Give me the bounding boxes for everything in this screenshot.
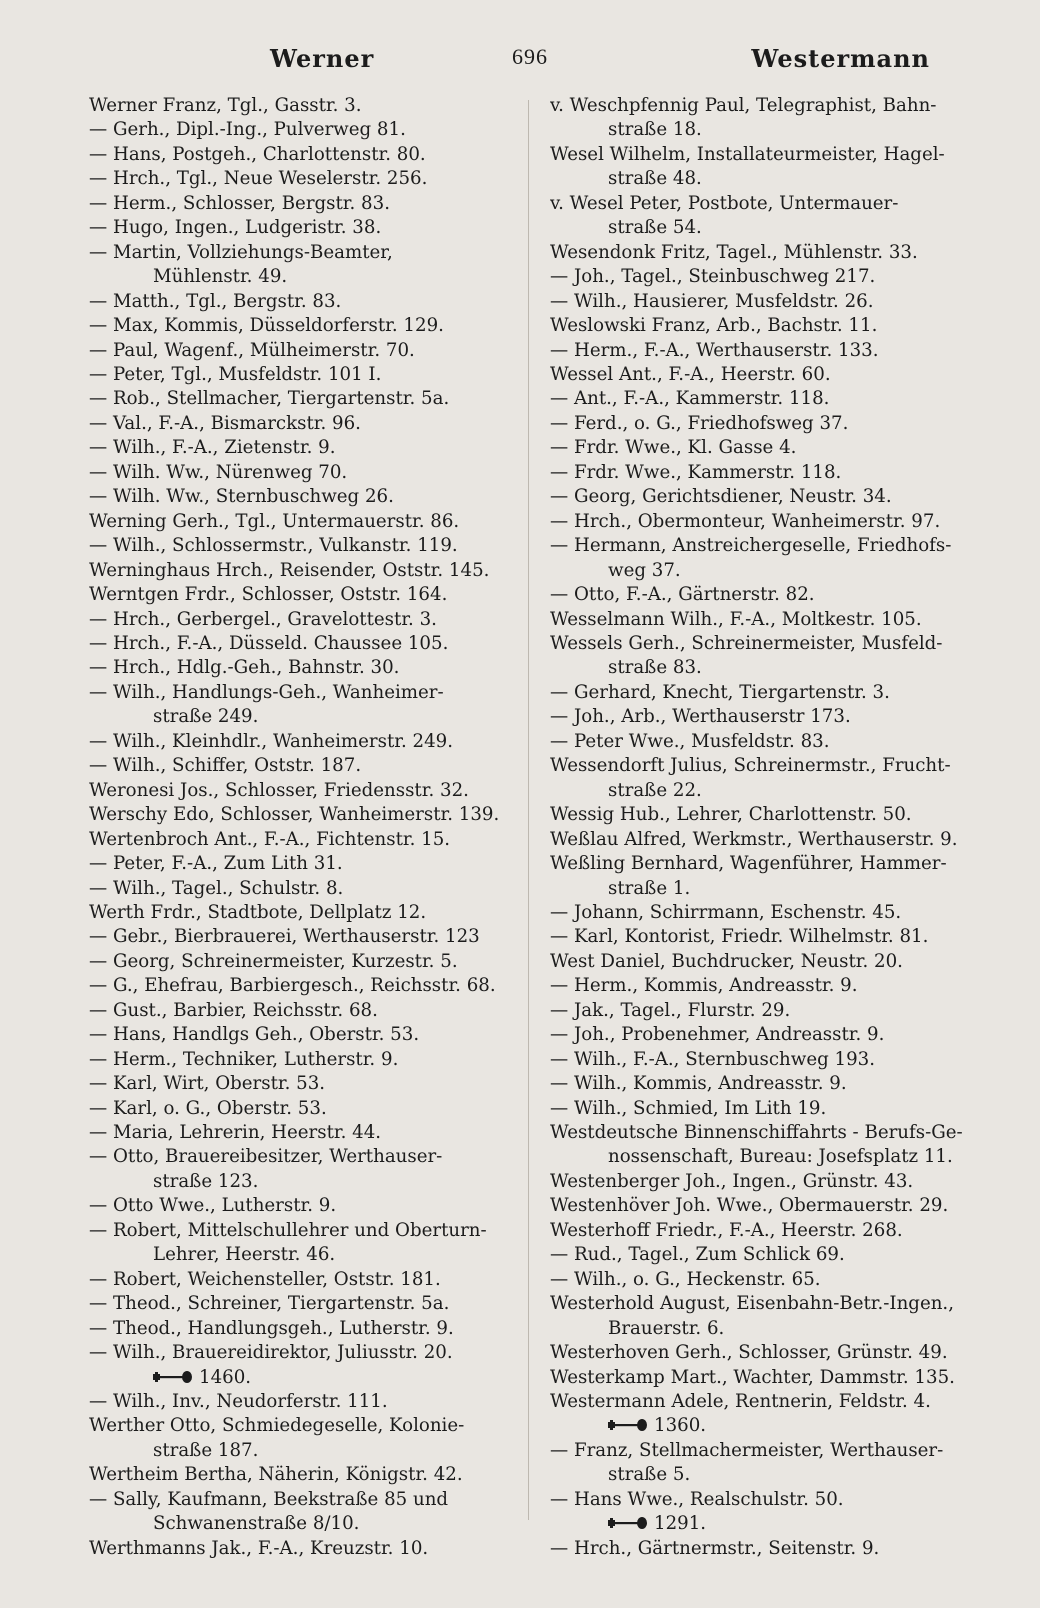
entry-text: — Otto Wwe., Lutherstr. 9. (89, 1195, 337, 1217)
entry-text: Weslowski Franz, Arb., Bachstr. 11. (550, 315, 878, 337)
entry-text: — Hermann, Anstreichergeselle, Friedhofs- (550, 535, 952, 557)
entry-text: — Otto, Brauereibesitzer, Werthauser- (89, 1146, 443, 1168)
directory-entry (550, 559, 982, 583)
directory-entry (550, 1414, 982, 1438)
directory-entry (89, 1023, 529, 1047)
directory-entry (550, 656, 982, 680)
entry-text: — Max, Kommis, Düsseldorferstr. 129. (89, 315, 444, 337)
directory-entry (550, 1341, 982, 1365)
entry-text: weg 37. (608, 559, 681, 581)
directory-entry (550, 828, 982, 852)
entry-text: — Hrch., Hdlg.-Geh., Bahnstr. 30. (89, 657, 400, 679)
directory-entry (550, 94, 982, 118)
directory-entry (550, 779, 982, 803)
entry-text: Westerhoven Gerh., Schlosser, Grünstr. 49. (550, 1342, 948, 1364)
directory-entry (550, 1366, 982, 1390)
directory-entry (550, 608, 982, 632)
directory-entry (89, 1390, 529, 1414)
entry-text: Werth Frdr., Stadtbote, Dellplatz 12. (89, 901, 427, 923)
directory-entry (550, 265, 982, 289)
entry-text: — Wilh., Brauereidirektor, Juliusstr. 20. (89, 1342, 453, 1364)
entry-text: — Karl, Wirt, Oberstr. 53. (89, 1073, 326, 1095)
entry-text: — Robert, Mittelschullehrer und Oberturn- (89, 1219, 487, 1241)
entry-text: — Ferd., o. G., Friedhofsweg 37. (550, 412, 849, 434)
directory-entry (89, 1488, 529, 1512)
entry-text: — Val., F.-A., Bismarckstr. 96. (89, 412, 361, 434)
entry-text: — Franz, Stellmachermeister, Werthauser- (550, 1439, 944, 1461)
entry-text: — Herm., F.-A., Werthauserstr. 133. (550, 339, 879, 361)
directory-entry (89, 412, 529, 436)
directory-entry (89, 852, 529, 876)
entry-text: — Hrch., Gerbergel., Gravelottestr. 3. (89, 608, 437, 630)
entry-text: — Johann, Schirrmann, Eschenstr. 45. (550, 901, 902, 923)
directory-entry (550, 877, 982, 901)
directory-entry (89, 1366, 529, 1390)
entry-text: — Gerh., Dipl.-Ing., Pulverweg 81. (89, 119, 406, 141)
entry-text: — Wilh., F.-A., Sternbuschweg 193. (550, 1048, 876, 1070)
entry-text: straße 54. (608, 217, 702, 239)
entry-text: Schwanenstraße 8/10. (153, 1513, 360, 1535)
entry-text: — Wilh., Kleinhdlr., Wanheimerstr. 249. (89, 730, 454, 752)
entry-text: Werning Gerh., Tgl., Untermauerstr. 86. (89, 510, 460, 532)
directory-entry (550, 852, 982, 876)
entry-text: nossenschaft, Bureau: Josefsplatz 11. (608, 1146, 953, 1168)
entry-text: straße 123. (153, 1170, 259, 1192)
page-header (80, 44, 960, 84)
entry-text: Werntgen Frdr., Schlosser, Oststr. 164. (89, 584, 448, 606)
entry-text: — Hans, Postgeh., Charlottenstr. 80. (89, 143, 426, 165)
entry-text: — Matth., Tgl., Bergstr. 83. (89, 290, 342, 312)
entry-text: — Herm., Techniker, Lutherstr. 9. (89, 1048, 399, 1070)
entry-text: Werthmanns Jak., F.-A., Kreuzstr. 10. (89, 1537, 429, 1559)
entry-text: — Sally, Kaufmann, Beekstraße 85 und (89, 1488, 449, 1510)
directory-entry (550, 290, 982, 314)
directory-entry (89, 656, 529, 680)
directory-entry (550, 754, 982, 778)
directory-entry (89, 118, 529, 142)
entry-text: — Ant., F.-A., Kammerstr. 118. (550, 388, 830, 410)
directory-entry (89, 1268, 529, 1292)
entry-text: v. Weschpfennig Paul, Telegraphist, Bahn- (550, 95, 937, 116)
entry-text: Westerhold August, Eisenbahn-Betr.-Ingen., (550, 1293, 954, 1315)
directory-entry (89, 730, 529, 754)
directory-entry (89, 1292, 529, 1316)
directory-entry (550, 1439, 982, 1463)
directory-entry (550, 510, 982, 534)
entry-text: — Joh., Arb., Werthauserstr 173. (550, 706, 851, 728)
entry-text: Westerkamp Mart., Wachter, Dammstr. 135. (550, 1366, 955, 1388)
directory-entry (89, 387, 529, 411)
directory-entry (89, 705, 529, 729)
entry-text: — Theod., Handlungsgeh., Lutherstr. 9. (89, 1317, 454, 1339)
entry-text: Wessig Hub., Lehrer, Charlottenstr. 50. (550, 804, 912, 826)
directory-entry (89, 608, 529, 632)
entry-text: — Peter, F.-A., Zum Lith 31. (89, 853, 343, 875)
entry-text: Mühlenstr. 49. (153, 266, 288, 288)
entry-text: — Wilh., Schmied, Im Lith 19. (550, 1097, 827, 1119)
directory-entry (89, 1170, 529, 1194)
entry-text: Wessendorft Julius, Schreinermstr., Frucht- (550, 755, 951, 777)
directory-entry (89, 167, 529, 191)
directory-entry (550, 534, 982, 558)
entry-text: Westermann Adele, Rentnerin, Feldstr. 4. (550, 1391, 931, 1413)
directory-entry (89, 1463, 529, 1487)
entry-text: straße 249. (153, 706, 259, 728)
directory-entry (89, 290, 529, 314)
directory-entry (550, 1243, 982, 1267)
entry-text: — Gust., Barbier, Reichsstr. 68. (89, 999, 378, 1021)
directory-entry (550, 1268, 982, 1292)
directory-entry (89, 877, 529, 901)
entry-text: Wessels Gerh., Schreinermeister, Musfeld- (550, 632, 943, 654)
directory-entry (89, 1097, 529, 1121)
entry-text: Werner Franz, Tgl., Gasstr. 3. (89, 95, 362, 116)
directory-entry (550, 681, 982, 705)
directory-entry (89, 1439, 529, 1463)
entry-text: — Rob., Stellmacher, Tiergartenstr. 5a. (89, 388, 450, 410)
entry-text: — Wilh., Schiffer, Oststr. 187. (89, 755, 362, 777)
entry-text: — Martin, Vollziehungs-Beamter, (89, 241, 393, 263)
entry-text: — Joh., Probenehmer, Andreasstr. 9. (550, 1024, 885, 1046)
directory-entry (550, 1488, 982, 1512)
directory-entry (89, 1341, 529, 1365)
directory-entry (89, 510, 529, 534)
entry-text: — Frdr. Wwe., Kl. Gasse 4. (550, 437, 797, 459)
entry-text: Wertenbroch Ant., F.-A., Fichtenstr. 15. (89, 828, 451, 850)
entry-text: — Karl, Kontorist, Friedr. Wilhelmstr. 81. (550, 926, 929, 948)
entry-text: — Wilh., Schlossermstr., Vulkanstr. 119. (89, 535, 458, 557)
entry-text: Wessel Ant., F.-A., Heerstr. 60. (550, 363, 831, 385)
directory-entry (550, 1072, 982, 1096)
directory-entry (89, 779, 529, 803)
telephone-icon (608, 1418, 648, 1432)
directory-entry (89, 974, 529, 998)
directory-entry (89, 534, 529, 558)
directory-entry (550, 461, 982, 485)
entry-text: straße 5. (608, 1464, 691, 1486)
directory-entry (550, 1121, 982, 1145)
directory-entry (89, 803, 529, 827)
directory-entry (550, 412, 982, 436)
directory-entry (89, 314, 529, 338)
directory-entry (550, 143, 982, 167)
entry-text: Wesendonk Fritz, Tagel., Mühlenstr. 33. (550, 241, 918, 263)
entry-text: — Hans Wwe., Realschulstr. 50. (550, 1488, 844, 1510)
directory-entry (550, 901, 982, 925)
entry-text: 1291. (654, 1513, 707, 1535)
directory-entry (89, 94, 529, 118)
directory-entry (89, 339, 529, 363)
directory-entry (89, 1121, 529, 1145)
directory-entry (550, 485, 982, 509)
directory-entry (550, 925, 982, 949)
directory-entry (89, 363, 529, 387)
entry-text: Wertheim Bertha, Näherin, Königstr. 42. (89, 1464, 463, 1486)
entry-text: — Georg, Gerichtsdiener, Neustr. 34. (550, 486, 892, 508)
entry-text: Weronesi Jos., Schlosser, Friedensstr. 32. (89, 779, 469, 801)
directory-entry (550, 1170, 982, 1194)
entry-text: — Herm., Kommis, Andreasstr. 9. (550, 975, 858, 997)
directory-entry (550, 363, 982, 387)
entry-text: straße 83. (608, 657, 702, 679)
directory-entry (89, 754, 529, 778)
entry-text: — Wilh., F.-A., Zietenstr. 9. (89, 437, 336, 459)
entry-text: — Paul, Wagenf., Mülheimerstr. 70. (89, 339, 415, 361)
directory-entry (550, 1219, 982, 1243)
directory-entry (89, 436, 529, 460)
entry-text: — Maria, Lehrerin, Heerstr. 44. (89, 1122, 382, 1144)
directory-entry (89, 1145, 529, 1169)
directory-entry (550, 803, 982, 827)
directory-entry (550, 1463, 982, 1487)
entry-text: — Wilh. Ww., Sternbuschweg 26. (89, 486, 394, 508)
entry-text: Werninghaus Hrch., Reisender, Oststr. 145. (89, 559, 490, 581)
directory-entry (89, 925, 529, 949)
directory-entry (550, 705, 982, 729)
right-column (550, 94, 982, 1561)
directory-entry (550, 387, 982, 411)
entry-text: — Joh., Tagel., Steinbuschweg 217. (550, 266, 876, 288)
entry-text: Westerhoff Friedr., F.-A., Heerstr. 268. (550, 1219, 903, 1241)
entry-text: — Jak., Tagel., Flurstr. 29. (550, 999, 791, 1021)
directory-entry (550, 1512, 982, 1536)
directory-entry (89, 828, 529, 852)
entry-text: — Karl, o. G., Oberstr. 53. (89, 1097, 327, 1119)
entry-text: Wesel Wilhelm, Installateurmeister, Hagel- (550, 143, 945, 165)
directory-entry (89, 1194, 529, 1218)
directory-entry (89, 485, 529, 509)
directory-entry (89, 1317, 529, 1341)
directory-entry (89, 583, 529, 607)
left-column (89, 94, 529, 1561)
directory-entry (550, 167, 982, 191)
directory-entry (550, 1390, 982, 1414)
directory-entry (550, 1194, 982, 1218)
directory-entry (550, 974, 982, 998)
entry-text: v. Wesel Peter, Postbote, Untermauer- (550, 192, 899, 214)
entry-text: — Georg, Schreinermeister, Kurzestr. 5. (89, 950, 458, 972)
directory-entry (89, 241, 529, 265)
entry-text: Westenhöver Joh. Wwe., Obermauerstr. 29. (550, 1195, 949, 1217)
header-left-keyword: Werner (270, 44, 375, 73)
directory-entry (89, 999, 529, 1023)
directory-entry (89, 143, 529, 167)
directory-entry (550, 1048, 982, 1072)
directory-entry (89, 1219, 529, 1243)
entry-text: — Wilh., Inv., Neudorferstr. 111. (89, 1391, 388, 1413)
directory-entry (89, 265, 529, 289)
directory-entry (550, 1292, 982, 1316)
entry-text: — Robert, Weichensteller, Oststr. 181. (89, 1268, 441, 1290)
directory-entry (89, 950, 529, 974)
telephone-icon (608, 1516, 648, 1530)
directory-entry (89, 559, 529, 583)
directory-entry (550, 436, 982, 460)
entry-text: — Wilh., o. G., Heckenstr. 65. (550, 1268, 821, 1290)
header-right-keyword: Westermann (751, 44, 930, 73)
entry-text: — Peter, Tgl., Musfeldstr. 101 I. (89, 363, 382, 385)
directory-entry (550, 999, 982, 1023)
directory-entry (550, 583, 982, 607)
directory-entry (550, 118, 982, 142)
entry-text: — Herm., Schlosser, Bergstr. 83. (89, 192, 390, 214)
entry-text: straße 1. (608, 877, 691, 899)
entry-text: Wesselmann Wilh., F.-A., Moltkestr. 105. (550, 608, 922, 630)
entry-text: — G., Ehefrau, Barbiergesch., Reichsstr. 68. (89, 975, 496, 997)
directory-entry (550, 730, 982, 754)
directory-entry (89, 216, 529, 240)
entry-text: — Hrch., Obermonteur, Wanheimerstr. 97. (550, 510, 941, 532)
entry-text: — Wilh. Ww., Nürenweg 70. (89, 461, 348, 483)
directory-entry (550, 1537, 982, 1561)
directory-entry (89, 1537, 529, 1561)
entry-text: Werther Otto, Schmiedegeselle, Kolonie- (89, 1415, 465, 1437)
entry-text: straße 48. (608, 168, 702, 190)
directory-entry (550, 314, 982, 338)
entry-text: Weßling Bernhard, Wagenführer, Hammer- (550, 853, 947, 875)
telephone-icon (153, 1370, 193, 1384)
directory-entry (89, 1512, 529, 1536)
directory-entry (550, 1317, 982, 1341)
entry-text: — Gerhard, Knecht, Tiergartenstr. 3. (550, 681, 890, 703)
directory-entry (550, 1097, 982, 1121)
directory-entry (89, 1243, 529, 1267)
directory-entry (550, 1145, 982, 1169)
directory-entry (550, 216, 982, 240)
page-number: 696 (512, 44, 548, 69)
entry-text: — Hrch., Gärtnermstr., Seitenstr. 9. (550, 1537, 880, 1559)
directory-entry (89, 1414, 529, 1438)
entry-text: — Otto, F.-A., Gärtnerstr. 82. (550, 584, 815, 606)
entry-text: — Wilh., Hausierer, Musfeldstr. 26. (550, 290, 874, 312)
directory-entry (89, 901, 529, 925)
entry-text: Lehrer, Heerstr. 46. (153, 1244, 336, 1266)
entry-text: — Hugo, Ingen., Ludgeristr. 38. (89, 217, 382, 239)
directory-entry (550, 192, 982, 216)
entry-text: Werschy Edo, Schlosser, Wanheimerstr. 139. (89, 804, 500, 826)
entry-text: — Hrch., Tgl., Neue Weselerstr. 256. (89, 168, 428, 190)
entry-text: — Wilh., Handlungs-Geh., Wanheimer- (89, 681, 444, 703)
entry-text: — Frdr. Wwe., Kammerstr. 118. (550, 461, 842, 483)
entry-text: — Rud., Tagel., Zum Schlick 69. (550, 1244, 845, 1266)
directory-entry (550, 241, 982, 265)
entry-text: — Peter Wwe., Musfeldstr. 83. (550, 730, 830, 752)
directory-entry (89, 192, 529, 216)
directory-entry (550, 632, 982, 656)
entry-text: Westdeutsche Binnenschiffahrts - Berufs-Ge- (550, 1122, 963, 1144)
entry-text: — Theod., Schreiner, Tiergartenstr. 5a. (89, 1293, 450, 1315)
entry-text: Brauerstr. 6. (608, 1317, 725, 1339)
directory-entry (89, 461, 529, 485)
directory-entry (89, 1072, 529, 1096)
entry-text: 1360. (654, 1415, 707, 1437)
entry-text: 1460. (199, 1366, 252, 1388)
entry-text: West Daniel, Buchdrucker, Neustr. 20. (550, 950, 903, 972)
entry-text: straße 18. (608, 119, 702, 141)
entry-text: — Gebr., Bierbrauerei, Werthauserstr. 123 (89, 926, 480, 948)
directory-entry (550, 1023, 982, 1047)
directory-entry (550, 339, 982, 363)
directory-entry (89, 681, 529, 705)
directory-entry (550, 950, 982, 974)
entry-text: Weßlau Alfred, Werkmstr., Werthauserstr. 9. (550, 828, 958, 850)
directory-entry (89, 1048, 529, 1072)
entry-text: — Wilh., Kommis, Andreasstr. 9. (550, 1073, 847, 1095)
entry-text: Westenberger Joh., Ingen., Grünstr. 43. (550, 1170, 914, 1192)
entry-text: — Hans, Handlgs Geh., Oberstr. 53. (89, 1024, 420, 1046)
entry-text: straße 187. (153, 1439, 259, 1461)
directory-entry (89, 632, 529, 656)
entry-text: — Wilh., Tagel., Schulstr. 8. (89, 877, 344, 899)
entry-text: — Hrch., F.-A., Düsseld. Chaussee 105. (89, 632, 449, 654)
entry-text: straße 22. (608, 779, 702, 801)
